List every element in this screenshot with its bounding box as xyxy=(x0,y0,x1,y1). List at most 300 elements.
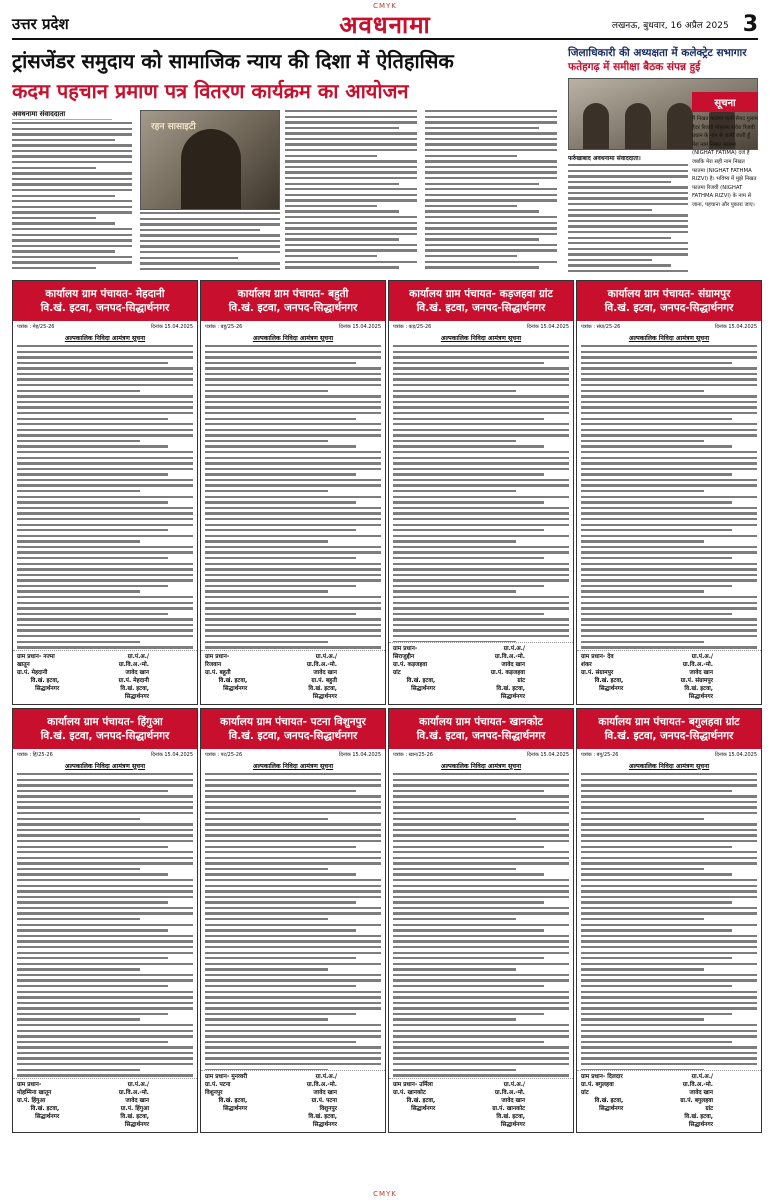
text-line xyxy=(205,1030,381,1032)
tender-notice-title: अल्पकालिक निविदा आमंत्रण सूचना xyxy=(628,335,710,342)
text-line xyxy=(581,518,757,520)
text-line xyxy=(393,1063,569,1065)
text-line xyxy=(205,1013,356,1015)
text-line xyxy=(425,177,557,179)
text-line xyxy=(568,192,688,194)
text-line xyxy=(17,1057,193,1059)
text-line xyxy=(205,829,381,831)
text-line xyxy=(205,457,381,459)
text-line xyxy=(205,646,381,648)
text-line xyxy=(17,851,193,853)
text-line xyxy=(581,1057,757,1059)
text-line xyxy=(581,635,757,637)
text-line xyxy=(205,373,381,375)
tender-header xyxy=(201,709,385,749)
text-line xyxy=(581,579,757,581)
text-line xyxy=(393,345,569,347)
text-line xyxy=(581,445,732,447)
side-byline: फर्रुखाबाद अवधनामा संवाददाता। xyxy=(568,155,641,162)
tender-notice[interactable] xyxy=(388,708,574,1133)
text-line xyxy=(581,946,757,948)
text-line xyxy=(568,170,688,172)
text-line xyxy=(205,963,381,965)
text-line xyxy=(205,974,381,976)
text-line xyxy=(205,779,381,781)
text-line xyxy=(393,952,569,954)
tender-sign-left xyxy=(205,653,291,701)
lead-photo[interactable] xyxy=(140,110,280,210)
text-line xyxy=(393,635,569,637)
lead-headline[interactable] xyxy=(12,46,560,108)
tender-signatures xyxy=(577,650,761,704)
text-line xyxy=(17,985,168,987)
text-line xyxy=(17,351,193,353)
text-line xyxy=(17,602,193,604)
text-line xyxy=(393,801,569,803)
text-line xyxy=(17,529,168,531)
text-line xyxy=(12,267,96,269)
tender-header xyxy=(201,281,385,321)
text-line xyxy=(17,1041,168,1043)
text-line xyxy=(393,462,569,464)
text-line xyxy=(581,618,757,620)
text-line xyxy=(393,629,569,631)
text-line xyxy=(17,812,193,814)
text-line xyxy=(17,373,193,375)
pradhan-name: ग्राम प्रधान- देव शंकर xyxy=(581,654,614,668)
text-line xyxy=(205,412,381,414)
tender-date: दिनांक 15.04.2025 xyxy=(338,752,381,758)
text-line xyxy=(581,1063,757,1065)
tender-sign-left xyxy=(393,645,479,701)
secretary-block: वि.खं. इटवा, सिद्धार्थनगर xyxy=(308,1114,338,1128)
text-line xyxy=(17,540,140,542)
text-line xyxy=(17,1052,193,1054)
text-line xyxy=(393,873,544,875)
text-line xyxy=(140,257,238,259)
text-line xyxy=(205,434,381,436)
text-line xyxy=(17,840,193,842)
tender-sign-right xyxy=(671,1073,757,1129)
text-line xyxy=(393,518,569,520)
text-line xyxy=(17,790,168,792)
text-line xyxy=(17,445,168,447)
text-line xyxy=(581,596,757,598)
side-headline-line-2: फतेहगढ़ में समीक्षा बैठक संपन्न हुई xyxy=(568,61,701,73)
text-line xyxy=(205,1057,381,1059)
tender-notice[interactable] xyxy=(576,280,762,705)
text-line xyxy=(393,479,569,481)
text-line xyxy=(393,1030,569,1032)
text-line xyxy=(17,401,193,403)
text-line xyxy=(393,1057,569,1059)
text-line xyxy=(581,1052,757,1054)
text-line xyxy=(393,362,544,364)
text-line xyxy=(393,507,569,509)
text-line xyxy=(393,912,569,914)
text-line xyxy=(12,256,132,258)
text-line xyxy=(393,795,569,797)
pradhan-panchayat: ग्रा.पं. मेहदानी xyxy=(17,670,48,676)
text-line xyxy=(581,823,757,825)
text-line xyxy=(17,418,168,420)
text-line xyxy=(393,440,516,442)
text-line xyxy=(425,249,557,251)
tender-reference xyxy=(577,321,761,331)
text-line xyxy=(581,935,757,937)
text-line xyxy=(425,149,557,151)
text-line xyxy=(17,1018,140,1020)
tender-notice[interactable] xyxy=(12,280,198,705)
tender-ref-number: पत्रांक : बहु/25-26 xyxy=(205,324,243,330)
text-line xyxy=(581,873,732,875)
text-line xyxy=(393,423,569,425)
text-line xyxy=(205,784,381,786)
text-line xyxy=(581,629,757,631)
text-line xyxy=(205,818,328,820)
text-line xyxy=(17,345,193,347)
text-line xyxy=(205,629,381,631)
tender-notice[interactable] xyxy=(388,280,574,705)
text-line xyxy=(12,178,132,180)
text-line xyxy=(581,529,732,531)
tender-signatures xyxy=(389,1078,573,1132)
text-line xyxy=(205,384,381,386)
tender-reference xyxy=(389,749,573,759)
text-line xyxy=(581,1046,757,1048)
secretary-block: वि.खं. इटवा, सिद्धार्थनगर xyxy=(120,1114,150,1128)
text-line xyxy=(425,199,557,201)
text-line xyxy=(393,568,569,570)
text-line xyxy=(581,957,732,959)
text-line xyxy=(17,806,193,808)
text-line xyxy=(17,868,140,870)
text-line xyxy=(393,418,544,420)
text-line xyxy=(393,991,569,993)
text-line xyxy=(393,829,569,831)
text-line xyxy=(205,579,381,581)
pradhan-panchayat: ग्रा.पं. कड़जहवा ग्रांट xyxy=(393,662,428,676)
text-line xyxy=(425,233,557,235)
text-line xyxy=(581,1007,757,1009)
text-line xyxy=(205,351,381,353)
text-line xyxy=(581,918,704,920)
secretary-panchayat: ग्रा.पं. पटना विशुनपुर xyxy=(311,1098,338,1112)
text-line xyxy=(581,996,757,998)
text-line xyxy=(205,512,381,514)
text-line xyxy=(12,200,132,202)
text-line xyxy=(581,479,757,481)
text-line xyxy=(17,929,168,931)
text-line xyxy=(393,613,544,615)
text-line xyxy=(205,957,356,959)
tender-sign-left xyxy=(581,653,667,701)
text-line xyxy=(205,846,356,848)
pradhan-panchayat: ग्रा.पं. हिंगुआ xyxy=(17,1098,46,1104)
text-line xyxy=(205,823,381,825)
text-line xyxy=(581,512,757,514)
text-line xyxy=(17,646,193,648)
text-line xyxy=(393,1069,516,1071)
text-line xyxy=(581,784,757,786)
text-line xyxy=(205,406,381,408)
text-line xyxy=(17,1035,193,1037)
text-line xyxy=(581,834,757,836)
text-line xyxy=(17,390,140,392)
side-headline[interactable] xyxy=(568,46,758,74)
text-line xyxy=(285,132,417,134)
text-line xyxy=(425,183,539,185)
newspaper-logo[interactable]: अवधनामा xyxy=(339,9,431,39)
tender-block: वि.खं. इटवा, जनपद-सिद्धार्थनगर xyxy=(604,302,734,314)
text-line xyxy=(393,834,569,836)
text-line xyxy=(17,918,140,920)
text-line xyxy=(393,373,569,375)
text-line xyxy=(17,924,193,926)
text-line xyxy=(581,1018,704,1020)
text-line xyxy=(581,434,757,436)
text-line xyxy=(393,806,569,808)
text-line xyxy=(581,457,757,459)
text-line xyxy=(393,473,544,475)
text-line xyxy=(17,946,193,948)
text-line xyxy=(285,205,377,207)
text-line xyxy=(393,1024,569,1026)
text-line xyxy=(140,212,280,214)
secretary-block: वि.खं. इटवा, सिद्धार्थनगर xyxy=(496,686,526,700)
text-line xyxy=(205,440,328,442)
text-line xyxy=(581,367,757,369)
text-line xyxy=(581,406,757,408)
text-line xyxy=(568,253,688,255)
tender-block: वि.खं. इटवा, जनपद-सिद्धार्थनगर xyxy=(228,730,358,742)
tender-sign-right xyxy=(107,1081,193,1129)
pradhan-block: वि.खं. इटवा, सिद्धार्थनगर xyxy=(406,1098,436,1112)
text-line xyxy=(17,356,193,358)
text-line xyxy=(205,501,356,503)
text-line xyxy=(285,216,417,218)
tender-office: कार्यालय ग्राम पंचायत- खानकोट xyxy=(419,716,543,728)
text-line xyxy=(17,378,193,380)
text-line xyxy=(393,378,569,380)
text-line xyxy=(581,868,704,870)
text-line xyxy=(581,991,757,993)
tender-notice[interactable] xyxy=(200,708,386,1133)
secretary-name: ग्रा.पं.अ./ग्रा.वि.अ.-मो. जावेद खान xyxy=(682,1074,714,1096)
text-line xyxy=(285,249,417,251)
text-line xyxy=(140,240,280,242)
text-line xyxy=(205,418,356,420)
text-line xyxy=(581,429,757,431)
tender-ref-number: पत्रांक : कड़/25-26 xyxy=(393,324,432,330)
text-line xyxy=(581,846,732,848)
text-line xyxy=(568,203,688,205)
text-line xyxy=(393,351,569,353)
text-line xyxy=(17,957,168,959)
public-notice xyxy=(692,92,758,272)
text-line xyxy=(17,557,168,559)
text-line xyxy=(581,490,704,492)
text-line xyxy=(581,862,757,864)
text-line xyxy=(205,773,381,775)
tender-ref-number: पत्रांक : बगु/25-26 xyxy=(581,752,619,758)
text-line xyxy=(17,974,193,976)
text-line xyxy=(285,177,417,179)
text-line xyxy=(17,979,193,981)
text-line xyxy=(205,529,356,531)
text-line xyxy=(581,473,732,475)
text-line xyxy=(205,806,381,808)
text-line xyxy=(568,237,671,239)
text-line xyxy=(17,596,193,598)
text-line xyxy=(17,512,193,514)
text-line xyxy=(393,524,569,526)
text-line xyxy=(205,968,328,970)
tender-office: कार्यालय ग्राम पंचायत- बहुती xyxy=(237,288,349,300)
text-line xyxy=(581,362,732,364)
text-line xyxy=(393,1041,544,1043)
text-line xyxy=(393,907,569,909)
text-line xyxy=(17,434,193,436)
secretary-name: ग्रा.पं.अ./ग्रा.वि.अ.-मो. जावेद खान xyxy=(494,1082,526,1104)
text-line xyxy=(12,250,115,252)
text-line xyxy=(205,518,381,520)
text-line xyxy=(425,160,557,162)
text-line xyxy=(17,496,193,498)
tender-office: कार्यालय ग्राम पंचायत- मेहदानी xyxy=(45,288,165,300)
text-line xyxy=(285,160,417,162)
text-line xyxy=(205,1018,328,1020)
text-line xyxy=(285,127,399,129)
text-line xyxy=(568,225,688,227)
text-line xyxy=(12,228,132,230)
text-line xyxy=(17,862,193,864)
text-line xyxy=(205,468,381,470)
secretary-name: ग्रा.पं.अ./ग्रा.वि.अ.-मो. जावेद खान xyxy=(306,1074,338,1096)
text-line xyxy=(581,423,757,425)
text-line xyxy=(425,116,557,118)
lead-article-column-3 xyxy=(285,110,417,272)
tender-date: दिनांक 15.04.2025 xyxy=(150,324,193,330)
text-line xyxy=(285,266,399,268)
text-line xyxy=(17,507,193,509)
text-line xyxy=(205,985,356,987)
tender-body xyxy=(13,773,197,1091)
text-line xyxy=(581,924,757,926)
text-line xyxy=(393,946,569,948)
tender-notice[interactable] xyxy=(12,708,198,1133)
pradhan-panchayat: ग्रा.पं. बगुलहवा ग्रांट xyxy=(581,1082,614,1096)
text-line xyxy=(285,171,417,173)
tender-reference xyxy=(389,321,573,331)
pradhan-name: ग्राम प्रधान- सिराजुद्दीन xyxy=(393,646,418,660)
tender-date: दिनांक 15.04.2025 xyxy=(714,752,757,758)
tender-notice[interactable] xyxy=(200,280,386,705)
text-line xyxy=(568,181,671,183)
text-line xyxy=(205,618,381,620)
text-line xyxy=(12,195,115,197)
text-line xyxy=(285,149,417,151)
secretary-block: वि.खं. इटवा, सिद्धार्थनगर xyxy=(308,686,338,700)
text-line xyxy=(17,568,193,570)
text-line xyxy=(581,345,757,347)
text-line xyxy=(205,851,381,853)
text-line xyxy=(568,214,688,216)
text-line xyxy=(17,490,140,492)
text-line xyxy=(581,563,757,565)
tender-block: वि.खं. इटवा, जनपद-सिद्धार्थनगर xyxy=(604,730,734,742)
text-line xyxy=(393,846,544,848)
text-line xyxy=(425,227,557,229)
text-line xyxy=(17,1002,193,1004)
secretary-panchayat: ग्रा.पं. बहुती xyxy=(311,678,338,684)
text-line xyxy=(17,618,193,620)
text-line xyxy=(205,479,381,481)
text-line xyxy=(393,885,569,887)
text-line xyxy=(393,557,544,559)
tender-office: कार्यालय ग्राम पंचायत- बगुलहवा ग्रांट xyxy=(598,716,740,728)
text-line xyxy=(425,244,557,246)
text-line xyxy=(581,974,757,976)
text-line xyxy=(285,143,417,145)
text-line xyxy=(581,952,757,954)
secretary-name: ग्रा.पं.अ./ग्रा.वि.अ.-मो. जावेद खान xyxy=(118,654,150,676)
text-line xyxy=(17,773,193,775)
text-line xyxy=(17,991,193,993)
text-line xyxy=(12,211,132,213)
text-line xyxy=(393,985,544,987)
text-line xyxy=(581,535,757,537)
text-line xyxy=(393,1002,569,1004)
text-line xyxy=(17,551,193,553)
text-line xyxy=(581,1035,757,1037)
text-line xyxy=(393,451,569,453)
text-line xyxy=(581,418,732,420)
text-line xyxy=(425,205,517,207)
text-line xyxy=(205,462,381,464)
text-line xyxy=(425,143,557,145)
text-line xyxy=(205,624,381,626)
text-line xyxy=(17,1024,193,1026)
text-line xyxy=(12,128,132,130)
text-line xyxy=(581,879,757,881)
text-line xyxy=(581,907,757,909)
text-line xyxy=(205,496,381,498)
text-line xyxy=(205,401,381,403)
text-line xyxy=(581,896,757,898)
text-line xyxy=(17,952,193,954)
text-line xyxy=(425,210,539,212)
tender-header xyxy=(13,281,197,321)
tender-sign-left xyxy=(17,1081,103,1129)
text-line xyxy=(581,985,732,987)
secretary-panchayat: ग्रा.पं. कड़जहवा ग्रांट xyxy=(490,670,526,684)
pradhan-panchayat: ग्रा.पं. बहुती xyxy=(205,670,231,676)
person-figure-icon xyxy=(583,103,609,149)
text-line xyxy=(17,879,193,881)
tender-notice[interactable] xyxy=(576,708,762,1133)
text-line xyxy=(12,161,132,163)
text-line xyxy=(393,929,544,931)
text-line xyxy=(17,818,140,820)
text-line xyxy=(393,579,569,581)
text-line xyxy=(205,868,328,870)
tender-body xyxy=(577,773,761,1091)
text-line xyxy=(205,546,381,548)
text-line xyxy=(393,968,516,970)
text-line xyxy=(205,607,381,609)
text-line xyxy=(205,907,381,909)
